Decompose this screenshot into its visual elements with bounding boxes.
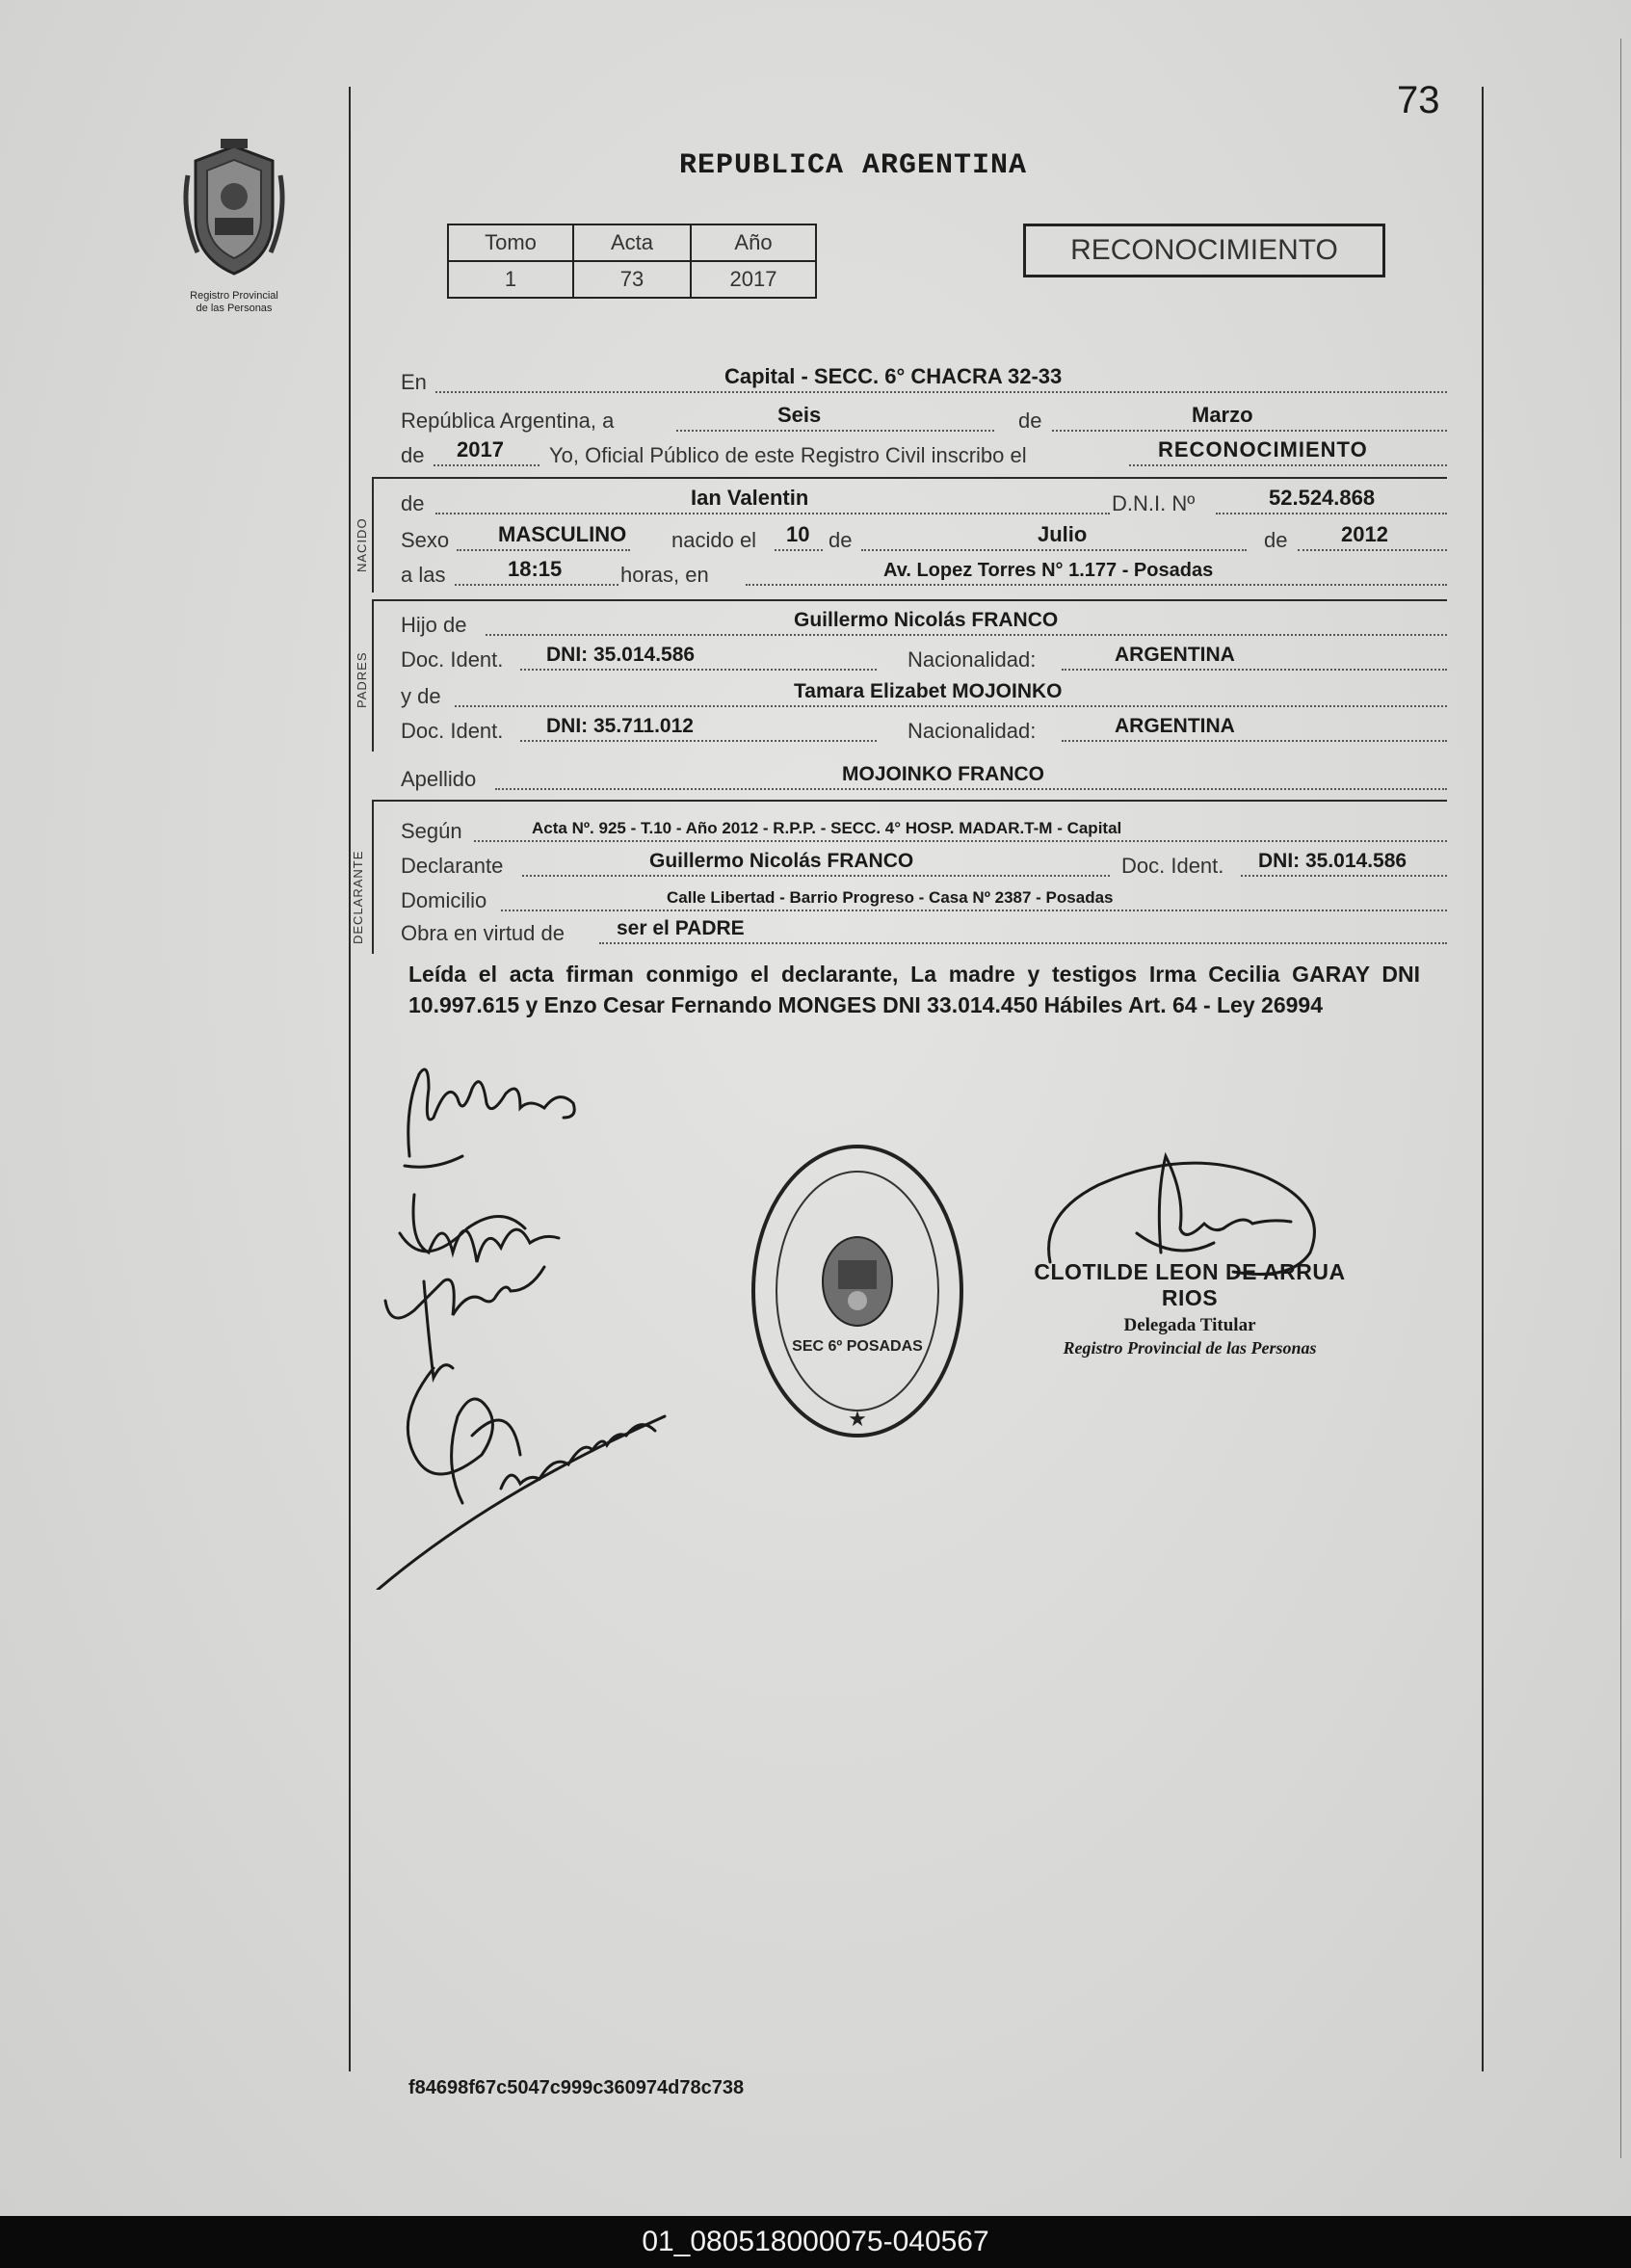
birth-day: 10 bbox=[786, 522, 810, 546]
signatures-handwritten bbox=[376, 1050, 684, 1590]
section-declarante-label: DECLARANTE bbox=[351, 850, 365, 944]
row-apellido: Apellido MOJOINKO FRANCO bbox=[397, 759, 1447, 792]
coat-of-arms-icon bbox=[176, 137, 292, 281]
page-number: 73 bbox=[1397, 79, 1440, 121]
seal-emblem-icon bbox=[823, 1237, 892, 1326]
act-type-box: RECONOCIMIENTO bbox=[1023, 224, 1385, 277]
month-value: Marzo bbox=[1192, 403, 1253, 427]
declarante-name: Guillermo Nicolás FRANCO bbox=[649, 850, 914, 872]
birth-year: 2012 bbox=[1341, 522, 1388, 546]
official-org: Registro Provincial de las Personas bbox=[1063, 1338, 1317, 1358]
right-margin-line bbox=[1482, 87, 1484, 2071]
row-declarante: Declarante Guillermo Nicolás FRANCO Doc. Ident. DNI: 35.014.586 bbox=[397, 846, 1447, 879]
row-date: República Argentina, a Seis de Marzo bbox=[397, 401, 1447, 434]
logo-caption: Registro Provincial de las Personas bbox=[190, 290, 278, 314]
row-domicilio: Domicilio Calle Libertad - Barrio Progreso - Casa Nº 2387 - Posadas bbox=[397, 881, 1447, 913]
father-name: Guillermo Nicolás FRANCO bbox=[794, 609, 1059, 631]
row-segun: Según Acta Nº. 925 - T.10 - Año 2012 - R.P.P. - SECC. 4° HOSP. MADAR.T-M - Capital bbox=[397, 811, 1447, 844]
row-hora: a las 18:15 horas, en Av. Lopez Torres N° 1.177 - Posadas bbox=[397, 555, 1447, 588]
seal-inner-text: SEC 6º POSADAS bbox=[792, 1338, 923, 1355]
ref-value-ano: 2017 bbox=[691, 261, 816, 298]
left-margin-line bbox=[349, 87, 351, 2071]
ref-value-acta: 73 bbox=[573, 261, 691, 298]
ref-header-tomo: Tomo bbox=[448, 224, 573, 261]
official-seal bbox=[747, 1137, 968, 1455]
row-father-doc: Doc. Ident. DNI: 35.014.586 Nacionalidad: ARGENTINA bbox=[397, 640, 1447, 672]
year-value: 2017 bbox=[457, 437, 504, 462]
row-hijo-de: Hijo de Guillermo Nicolás FRANCO bbox=[397, 605, 1447, 638]
row-nacido-name: de Ian Valentin D.N.I. Nº 52.524.868 bbox=[397, 484, 1447, 516]
official-name: CLOTILDE LEON DE ARRUA RIOS bbox=[1034, 1259, 1346, 1310]
ref-header-ano: Año bbox=[691, 224, 816, 261]
star-icon: ★ bbox=[848, 1407, 867, 1431]
sexo-value: MASCULINO bbox=[498, 522, 627, 546]
child-name: Ian Valentin bbox=[691, 486, 809, 510]
section-nacido-label: NACIDO bbox=[355, 517, 369, 572]
birth-month: Julio bbox=[1038, 522, 1088, 546]
mother-name: Tamara Elizabet MOJOINKO bbox=[794, 680, 1063, 702]
domicilio-value: Calle Libertad - Barrio Progreso - Casa Nº 2387 - Posadas bbox=[667, 888, 1114, 907]
footer-id: 01_080518000075-040567 bbox=[0, 2216, 1631, 2268]
row-mother-doc: Doc. Ident. DNI: 35.711.012 Nacionalidad: ARGENTINA bbox=[397, 711, 1447, 744]
row-sexo: Sexo MASCULINO nacido el 10 de Julio de 2012 bbox=[397, 520, 1447, 553]
reference-table bbox=[447, 224, 817, 299]
registry-logo bbox=[162, 137, 306, 315]
child-dni: 52.524.868 bbox=[1269, 486, 1376, 510]
mother-doc: DNI: 35.711.012 bbox=[546, 715, 694, 737]
father-doc: DNI: 35.014.586 bbox=[546, 644, 696, 666]
birth-time: 18:15 bbox=[508, 557, 563, 581]
place-value: Capital - SECC. 6° CHACRA 32-33 bbox=[724, 364, 1063, 388]
document-title: REPUBLICA ARGENTINA bbox=[679, 149, 1028, 182]
row-y-de: y de Tamara Elizabet MOJOINKO bbox=[397, 676, 1447, 709]
row-obra: Obra en virtud de ser el PADRE bbox=[397, 913, 1447, 946]
official-role: Delegada Titular bbox=[1123, 1315, 1256, 1335]
document-hash: f84698f67c5047c999c360974d78c738 bbox=[408, 2077, 745, 2098]
day-value: Seis bbox=[777, 403, 822, 427]
father-nationality: ARGENTINA bbox=[1115, 644, 1235, 666]
official-block bbox=[1016, 1259, 1363, 1358]
declarante-doc: DNI: 35.014.586 bbox=[1258, 850, 1407, 872]
birth-place: Av. Lopez Torres N° 1.177 - Posadas bbox=[883, 560, 1214, 581]
section-padres-label: PADRES bbox=[355, 651, 369, 708]
apellido-value: MOJOINKO FRANCO bbox=[842, 763, 1044, 785]
page-edge-line bbox=[1620, 39, 1621, 2158]
ref-header-acta: Acta bbox=[573, 224, 691, 261]
segun-value: Acta Nº. 925 - T.10 - Año 2012 - R.P.P. - SECC. 4° HOSP. MADAR.T-M - Capital bbox=[532, 819, 1122, 837]
mother-nationality: ARGENTINA bbox=[1115, 715, 1235, 737]
inscribed-act-value: RECONOCIMIENTO bbox=[1158, 437, 1368, 462]
row-year: de 2017 Yo, Oficial Público de este Registro Civil inscribo el RECONOCIMIENTO bbox=[397, 435, 1447, 468]
closing-text: Leída el acta firman conmigo el declarante, La madre y testigos Irma Cecilia GARAY DNI 10.997.615 y Enzo Cesar Fernando MONGES DNI 33.014.450 Hábiles Art. 64 - Ley 26994 bbox=[408, 962, 1420, 1017]
obra-value: ser el PADRE bbox=[617, 917, 745, 939]
row-en: En Capital - SECC. 6° CHACRA 32-33 bbox=[397, 362, 1447, 395]
ref-value-tomo: 1 bbox=[448, 261, 573, 298]
